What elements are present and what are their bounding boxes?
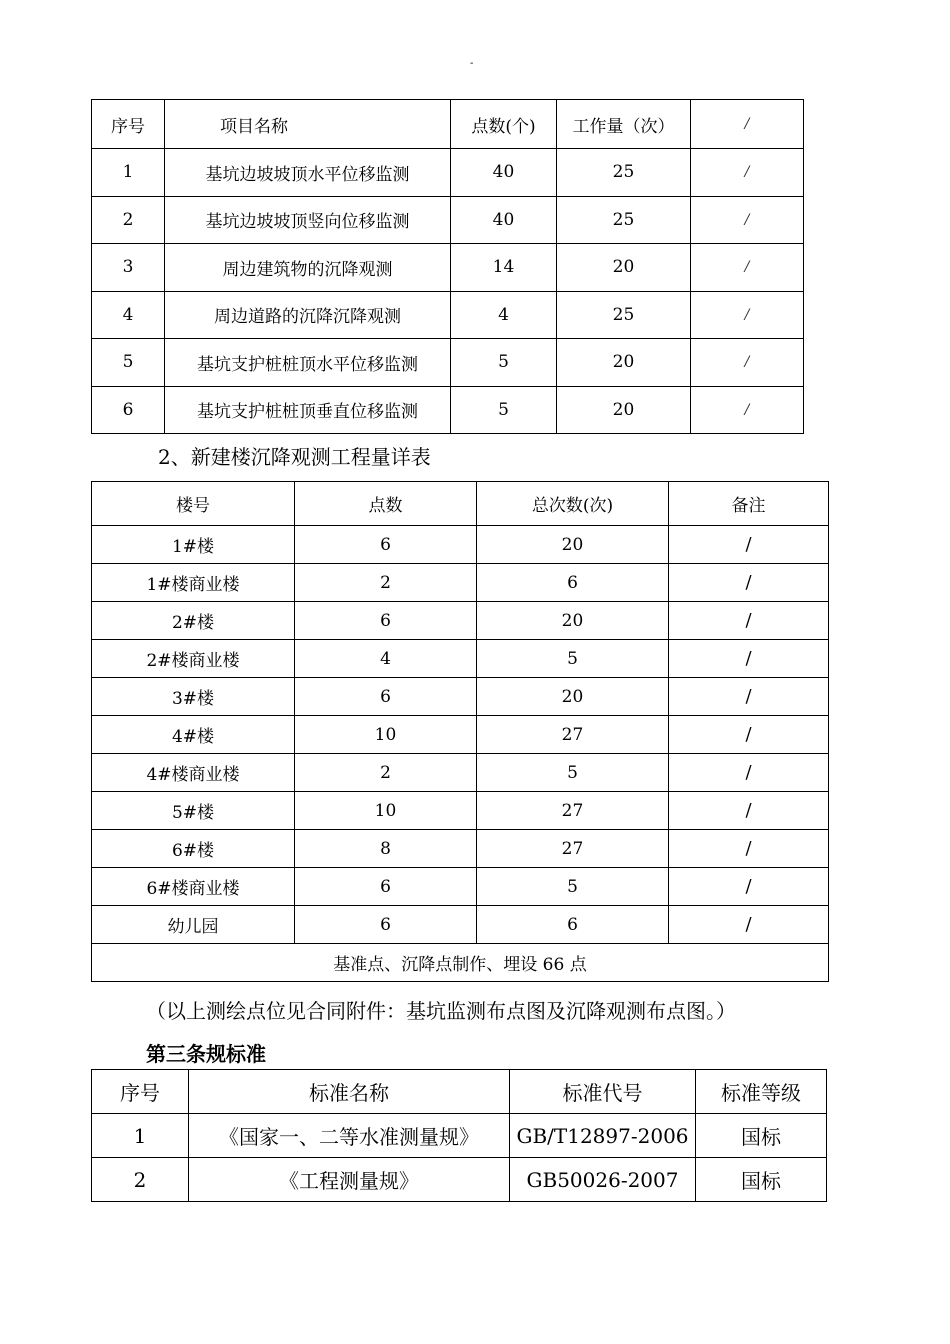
table-row — [92, 868, 829, 906]
cell: 2 — [92, 196, 165, 244]
cell: 5#楼 — [92, 792, 295, 830]
cell: / — [669, 792, 829, 830]
cell: 6 — [477, 906, 669, 944]
monitoring-workload-table — [91, 99, 804, 434]
standards-table — [91, 1069, 827, 1202]
cell: 国标 — [696, 1158, 827, 1202]
cell: 8 — [295, 830, 477, 868]
cell: 6 — [295, 868, 477, 906]
cell: 1#楼商业楼 — [92, 564, 295, 602]
cell: 6 — [295, 906, 477, 944]
cell: 6 — [295, 602, 477, 640]
cell: 40 — [451, 196, 557, 244]
cell: 周边建筑物的沉降观测 — [165, 244, 451, 292]
footer-cell: 基准点、沉降点制作、埋设 66 点 — [92, 944, 829, 982]
cell: 《工程测量规》 — [189, 1158, 510, 1202]
header-cell: 标准等级 — [696, 1070, 827, 1114]
cell: 40 — [451, 149, 557, 197]
cell: 1#楼 — [92, 526, 295, 564]
cell: 25 — [557, 196, 691, 244]
header-cell: 工作量（次） — [557, 100, 691, 149]
table-row — [92, 1158, 827, 1202]
cell: / — [669, 526, 829, 564]
table-row — [92, 830, 829, 868]
cell: / — [691, 244, 804, 292]
cell: 4 — [92, 291, 165, 339]
table-row — [92, 244, 804, 292]
header-cell: 序号 — [92, 100, 165, 149]
cell: / — [669, 678, 829, 716]
header-cell: 标准代号 — [510, 1070, 696, 1114]
cell: 5 — [92, 339, 165, 387]
cell: 5 — [451, 339, 557, 387]
cell: 10 — [295, 716, 477, 754]
cell: 20 — [477, 602, 669, 640]
cell: 4 — [295, 640, 477, 678]
cell: 1 — [92, 1114, 189, 1158]
cell: 2#楼 — [92, 602, 295, 640]
cell: 6 — [92, 386, 165, 434]
cell: 《国家一、二等水准测量规》 — [189, 1114, 510, 1158]
cell: 6 — [477, 564, 669, 602]
cell: 6 — [295, 526, 477, 564]
cell: 基坑支护桩桩顶水平位移监测 — [165, 339, 451, 387]
cell: / — [669, 754, 829, 792]
cell: 6#楼商业楼 — [92, 868, 295, 906]
cell: 2#楼商业楼 — [92, 640, 295, 678]
cell: / — [691, 149, 804, 197]
cell: 20 — [557, 339, 691, 387]
cell: 2 — [295, 564, 477, 602]
header-cell: 总次数(次) — [477, 482, 669, 526]
table-row — [92, 792, 829, 830]
table-row — [92, 678, 829, 716]
table-header-row — [92, 482, 829, 526]
cell: / — [691, 196, 804, 244]
header-cell: 楼号 — [92, 482, 295, 526]
survey-note: （以上测绘点位见合同附件：基坑监测布点图及沉降观测布点图。） — [146, 999, 736, 1023]
table-footer-row — [92, 944, 829, 982]
cell: 国标 — [696, 1114, 827, 1158]
cell: / — [669, 906, 829, 944]
cell: 6#楼 — [92, 830, 295, 868]
cell: GB/T12897-2006 — [510, 1114, 696, 1158]
cell: / — [669, 602, 829, 640]
cell: / — [669, 830, 829, 868]
cell: 2 — [92, 1158, 189, 1202]
header-cell: 备注 — [669, 482, 829, 526]
cell: / — [669, 564, 829, 602]
table-row — [92, 602, 829, 640]
cell: 25 — [557, 291, 691, 339]
cell: 幼儿园 — [92, 906, 295, 944]
cell: 4#楼商业楼 — [92, 754, 295, 792]
table-row — [92, 149, 804, 197]
cell: 4#楼 — [92, 716, 295, 754]
cell: 基坑边坡坡顶水平位移监测 — [165, 149, 451, 197]
table-header-row — [92, 100, 804, 149]
cell: 10 — [295, 792, 477, 830]
cell: 基坑支护桩桩顶垂直位移监测 — [165, 386, 451, 434]
header-cell: 序号 — [92, 1070, 189, 1114]
cell: 20 — [477, 678, 669, 716]
table2-caption: 2、新建楼沉降观测工程量详表 — [158, 445, 431, 469]
cell: 基坑边坡坡顶竖向位移监测 — [165, 196, 451, 244]
cell: 27 — [477, 792, 669, 830]
cell: 20 — [477, 526, 669, 564]
table-row — [92, 754, 829, 792]
section-3-title: 第三条规标准 — [146, 1042, 266, 1066]
cell: 27 — [477, 830, 669, 868]
building-settlement-table — [91, 481, 829, 982]
cell: / — [691, 291, 804, 339]
table-row — [92, 716, 829, 754]
cell: 20 — [557, 244, 691, 292]
table-row — [92, 339, 804, 387]
header-cell: 点数 — [295, 482, 477, 526]
table-header-row — [92, 1070, 827, 1114]
table-row — [92, 291, 804, 339]
header-cell: 点数(个) — [451, 100, 557, 149]
cell: 5 — [477, 640, 669, 678]
cell: 20 — [557, 386, 691, 434]
cell: / — [669, 868, 829, 906]
header-cell: / — [691, 100, 804, 149]
cell: 5 — [451, 386, 557, 434]
cell: 27 — [477, 716, 669, 754]
cell: / — [669, 716, 829, 754]
table-row — [92, 196, 804, 244]
cell: 5 — [477, 754, 669, 792]
table-row — [92, 386, 804, 434]
cell: 3#楼 — [92, 678, 295, 716]
cell: 2 — [295, 754, 477, 792]
table-row — [92, 640, 829, 678]
cell: 周边道路的沉降沉降观测 — [165, 291, 451, 339]
cell: / — [691, 386, 804, 434]
cell: 4 — [451, 291, 557, 339]
cell: 14 — [451, 244, 557, 292]
page-header-mark: - — [470, 58, 474, 69]
cell: 1 — [92, 149, 165, 197]
cell: GB50026-2007 — [510, 1158, 696, 1202]
table-row — [92, 526, 829, 564]
header-cell: 标准名称 — [189, 1070, 510, 1114]
cell: 6 — [295, 678, 477, 716]
table-row — [92, 564, 829, 602]
cell: 5 — [477, 868, 669, 906]
header-cell: 项目名称 — [165, 100, 451, 149]
cell: / — [691, 339, 804, 387]
table-row — [92, 906, 829, 944]
cell: 25 — [557, 149, 691, 197]
table-row — [92, 1114, 827, 1158]
cell: 3 — [92, 244, 165, 292]
cell: / — [669, 640, 829, 678]
